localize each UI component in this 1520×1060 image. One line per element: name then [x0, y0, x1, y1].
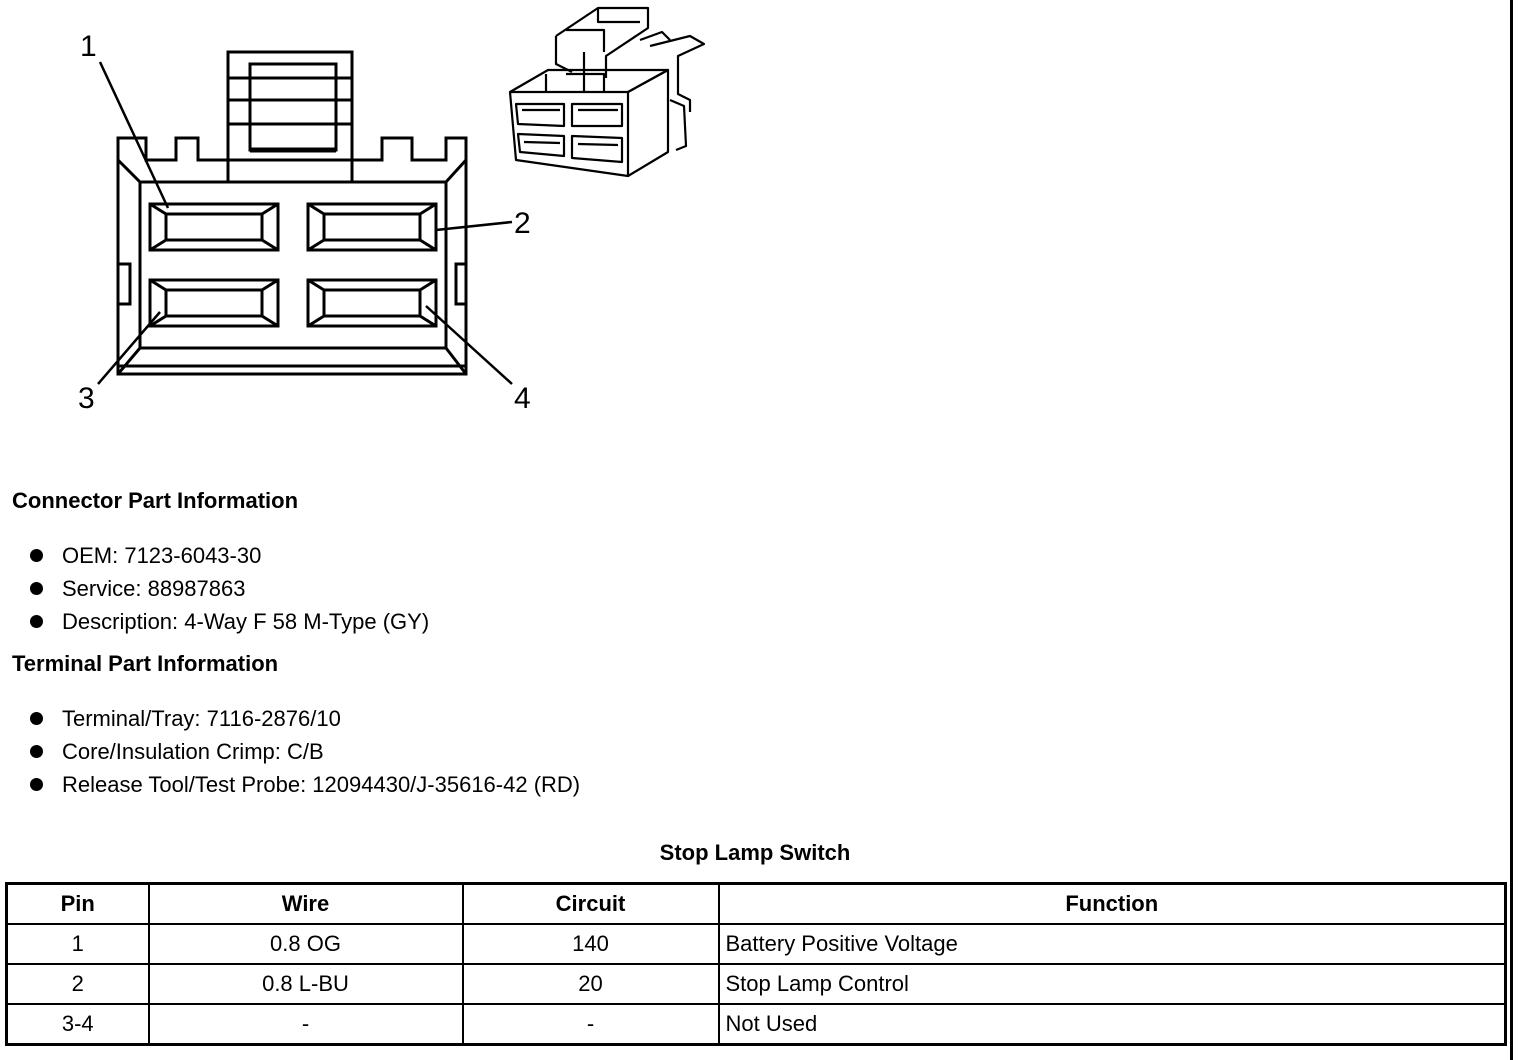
header-circuit: Circuit: [463, 884, 719, 925]
pin-label-4: 4: [514, 382, 531, 415]
terminal-info-tool: Release Tool/Test Probe: 12094430/J-35616-42 (RD): [30, 768, 580, 801]
terminal-info-crimp: Core/Insulation Crimp: C/B: [30, 735, 580, 768]
pin-table: [5, 882, 1507, 1046]
terminal-cavity-4: [308, 280, 436, 326]
table-header-row: [7, 884, 1506, 925]
cell-wire: 0.8 OG: [149, 924, 463, 964]
connector-info-oem: OEM: 7123-6043-30: [30, 539, 429, 572]
cell-pin: 1: [7, 924, 149, 964]
pin-label-2: 2: [514, 207, 531, 240]
cell-pin: 3-4: [7, 1004, 149, 1045]
table-row: [7, 964, 1506, 1004]
table-row: [7, 924, 1506, 964]
leader-line-4: [426, 306, 512, 384]
terminal-cavity-1: [150, 204, 278, 250]
connector-info-service: Service: 88987863: [30, 572, 429, 605]
connector-body: [118, 138, 466, 374]
terminal-info-title: Terminal Part Information: [12, 651, 279, 676]
connector-face-diagram: [0, 0, 720, 430]
cell-circuit: 20: [463, 964, 719, 1004]
bullet-icon: [30, 778, 43, 791]
cell-wire: 0.8 L-BU: [149, 964, 463, 1004]
bullet-icon: [30, 745, 43, 758]
pin-label-3: 3: [78, 382, 95, 415]
cell-wire: -: [149, 1004, 463, 1045]
bullet-icon: [30, 549, 43, 562]
connector-info-description: Description: 4-Way F 58 M-Type (GY): [30, 605, 429, 638]
bullet-icon: [30, 712, 43, 725]
header-pin: Pin: [7, 884, 149, 925]
table-row: [7, 1004, 1506, 1045]
cell-circuit: -: [463, 1004, 719, 1045]
page-border-rule: [1510, 0, 1513, 1060]
cell-pin: 2: [7, 964, 149, 1004]
header-wire: Wire: [149, 884, 463, 925]
bullet-icon: [30, 615, 43, 628]
leader-line-1: [100, 62, 168, 208]
terminal-cavity-2: [308, 204, 436, 250]
cell-function: Not Used: [719, 1004, 1506, 1045]
connector-latch: [228, 52, 352, 160]
cell-function: Stop Lamp Control: [719, 964, 1506, 1004]
pin-label-1: 1: [80, 30, 97, 63]
connector-isometric-icon: [510, 8, 704, 176]
terminal-info-list: [30, 702, 580, 801]
connector-info-title: Connector Part Information: [12, 488, 299, 513]
cell-function: Battery Positive Voltage: [719, 924, 1506, 964]
terminal-info-tray: Terminal/Tray: 7116-2876/10: [30, 702, 580, 735]
cell-circuit: 140: [463, 924, 719, 964]
terminal-cavity-3: [150, 280, 278, 326]
connector-info-list: [30, 539, 429, 638]
table-title: Stop Lamp Switch: [659, 840, 851, 865]
bullet-icon: [30, 582, 43, 595]
header-function: Function: [719, 884, 1506, 925]
